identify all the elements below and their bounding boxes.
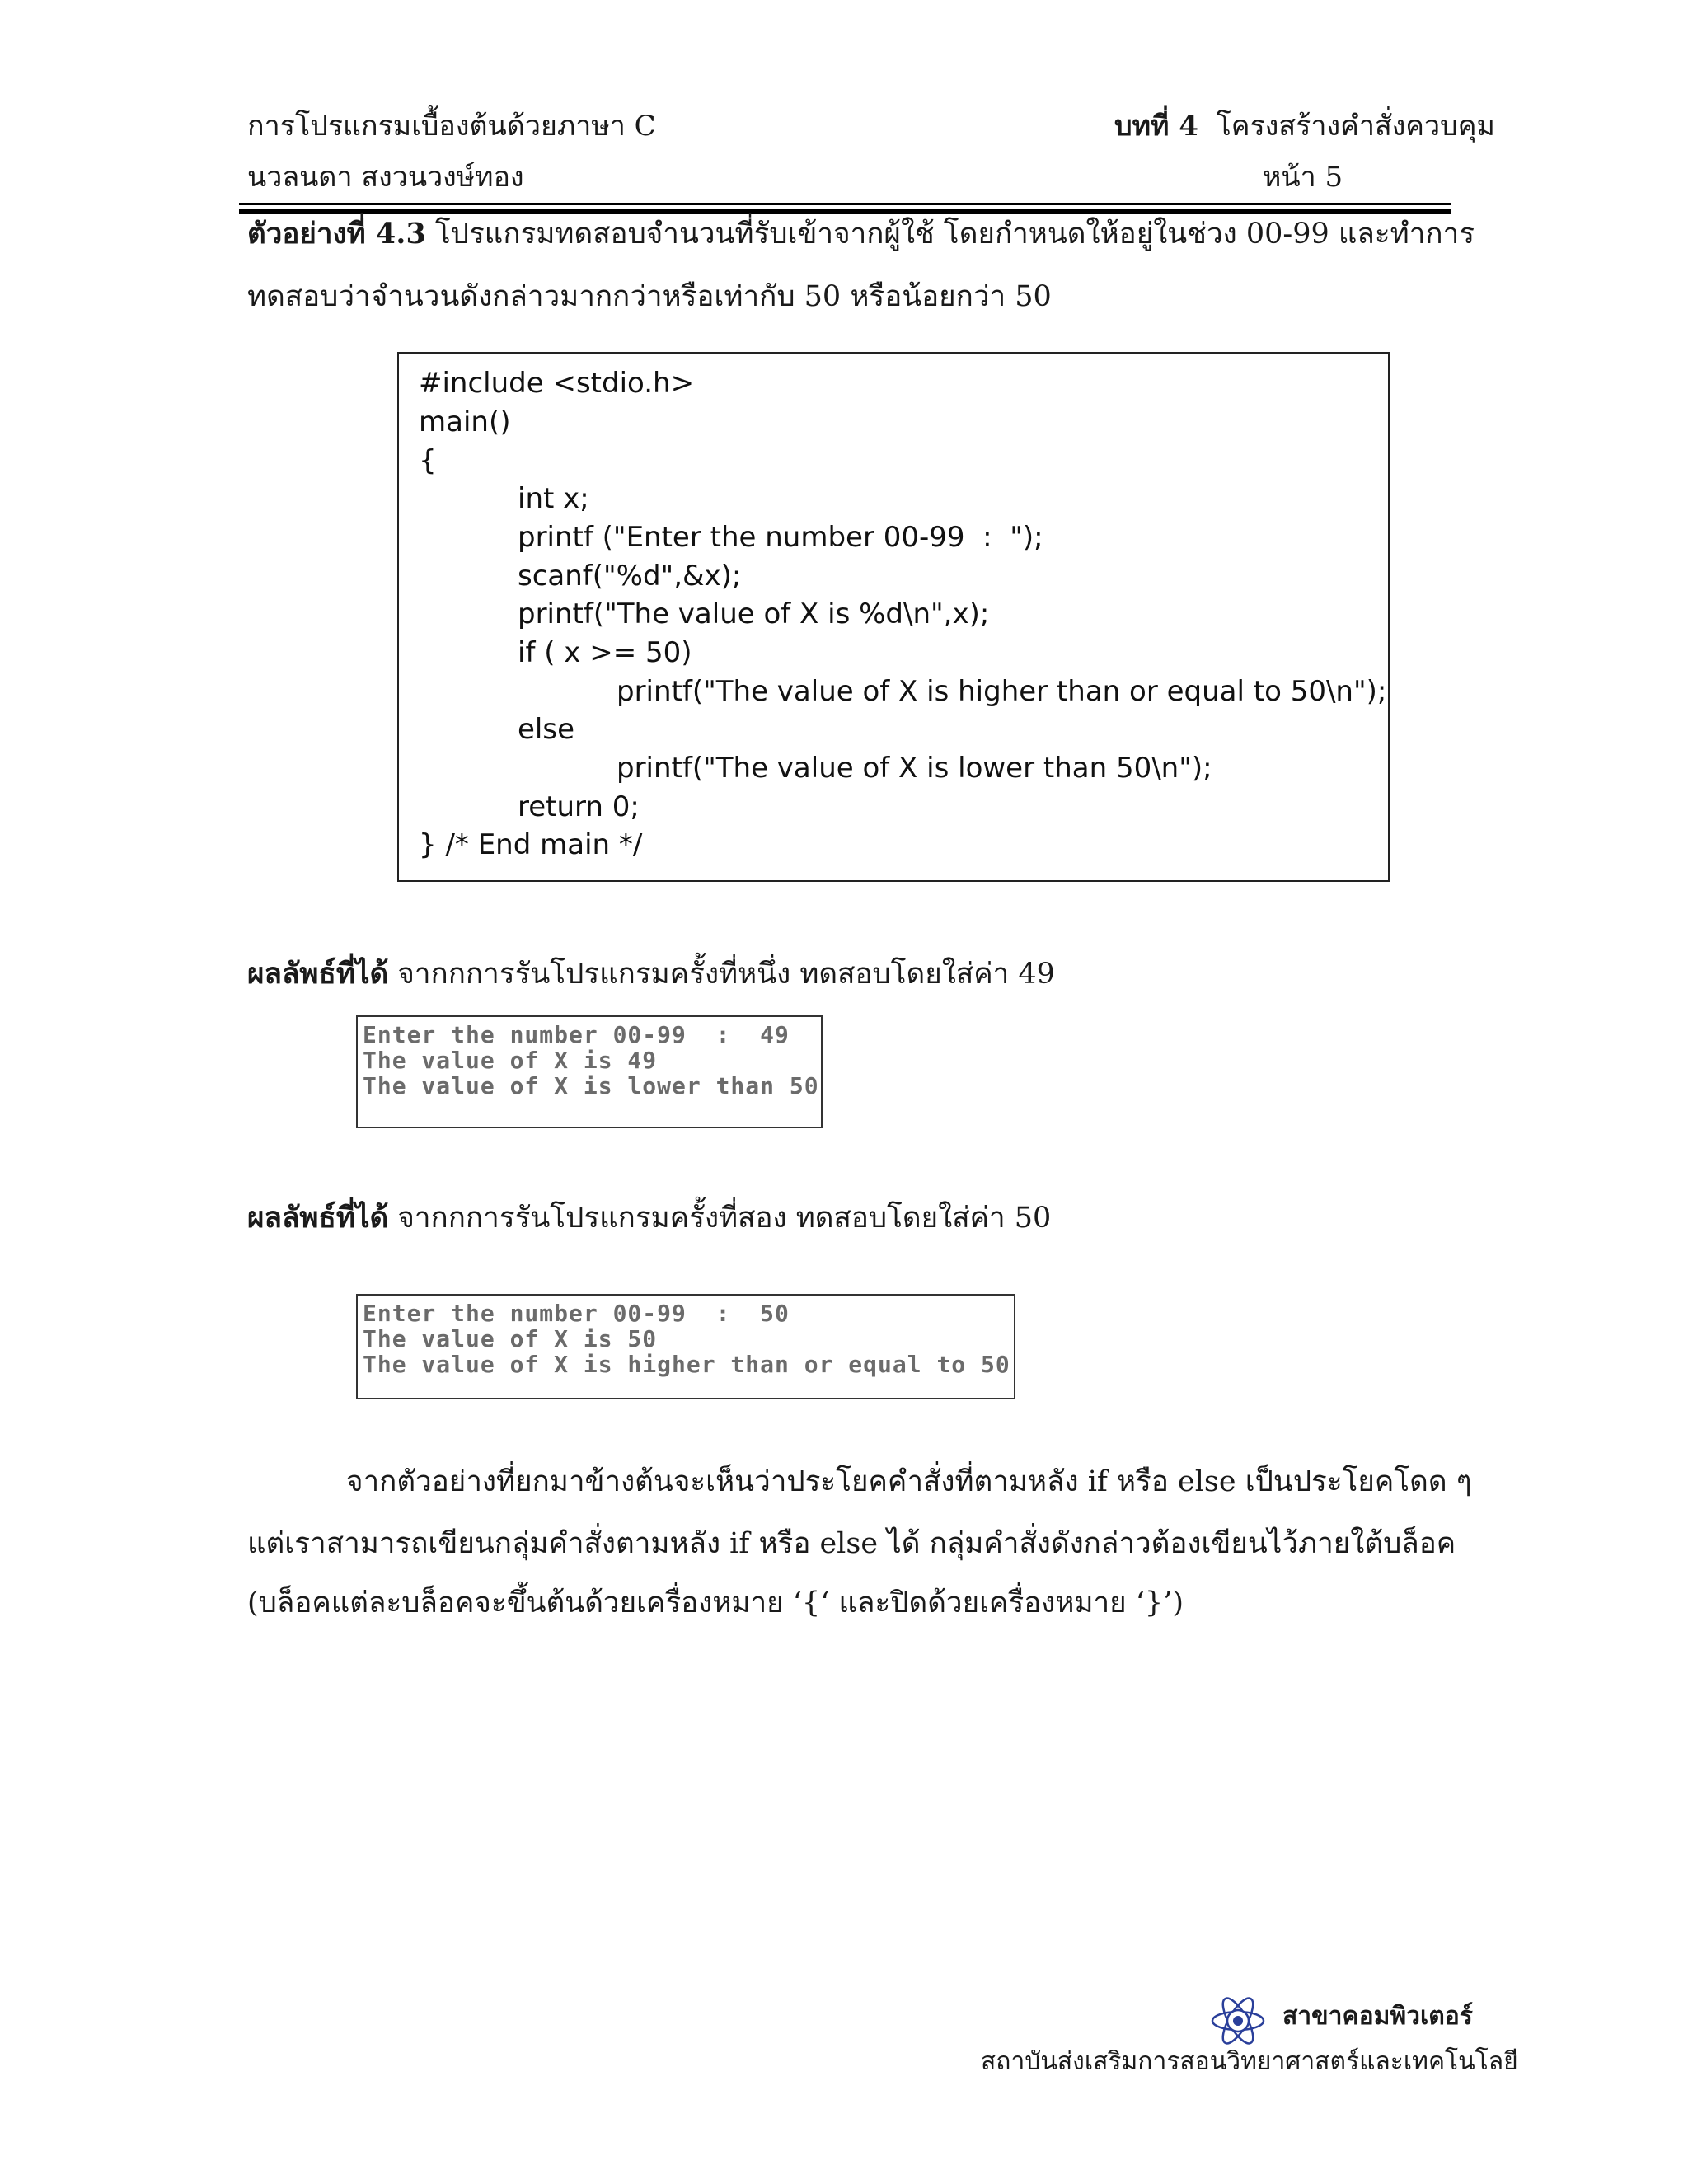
console-line: The value of X is 49 <box>363 1047 658 1074</box>
code-line: return 0; <box>518 790 640 823</box>
code-listing-box <box>397 352 1390 882</box>
author-name: นวลนดา สงวนวงษ์ทอง <box>247 161 524 194</box>
code-line: int x; <box>518 482 589 515</box>
console-line: The value of X is higher than or equal to 50 <box>363 1351 1010 1378</box>
footer-department: สาขาคอมพิวเตอร์ <box>1282 2002 1473 2031</box>
result-1-heading <box>247 956 1055 992</box>
paragraph-line-1: จากตัวอย่างที่ยกมาข้างต้นจะเห็นว่าประโยคคำสั่งที่ตามหลัง if หรือ else เป็นประโยคโดด ๆ <box>346 1465 1472 1498</box>
code-line: { <box>419 444 437 477</box>
header-rule-bottom <box>239 209 1451 214</box>
console-output-2 <box>356 1294 1015 1399</box>
console-line: Enter the number 00-99 : 49 <box>363 1021 790 1048</box>
console-line: The value of X is 50 <box>363 1325 658 1352</box>
result-2-heading <box>247 1200 1051 1236</box>
console-line: The value of X is lower than 50 <box>363 1072 819 1099</box>
code-line: else <box>518 713 574 746</box>
code-line: if ( x >= 50) <box>518 636 692 669</box>
chapter-heading <box>1114 110 1495 143</box>
code-line: } /* End main */ <box>419 828 643 861</box>
result-1-label: ผลลัพธ์ที่ได้ <box>247 957 389 991</box>
console-output-1 <box>356 1015 823 1128</box>
code-line: main() <box>419 405 511 438</box>
result-1-text: จากกการรันโปรแกรมครั้งที่หนึ่ง ทดสอบโดยใส่ค่า 49 <box>397 958 1055 991</box>
console-line: Enter the number 00-99 : 50 <box>363 1300 790 1327</box>
code-line: #include <stdio.h> <box>419 367 695 400</box>
footer-institute: สถาบันส่งเสริมการสอนวิทยาศาสตร์และเทคโนโลยี <box>981 2047 1518 2076</box>
paragraph-line-2: แต่เราสามารถเขียนกลุ่มคำสั่งตามหลัง if หรือ else ได้ กลุ่มคำสั่งดังกล่าวต้องเขียนไว้ภายใต้บล็อค <box>247 1527 1456 1560</box>
code-line: printf("The value of X is higher than or equal to 50\n"); <box>617 675 1387 708</box>
page-number: หน้า 5 <box>1263 161 1343 194</box>
code-line: printf("The value of X is lower than 50\n"); <box>617 752 1212 785</box>
result-2-label: ผลลัพธ์ที่ได้ <box>247 1201 389 1235</box>
code-line: printf ("Enter the number 00-99 : "); <box>518 521 1043 554</box>
example-text-1: โปรแกรมทดสอบจำนวนที่รับเข้าจากผู้ใช้ โดยกำหนดให้อยู่ในช่วง 00-99 และทำการ <box>434 218 1475 251</box>
example-line-1 <box>247 216 1475 252</box>
example-label: ตัวอย่างที่ 4.3 <box>247 217 426 251</box>
code-line: scanf("%d",&x); <box>518 560 742 593</box>
header-rule-top <box>239 203 1451 205</box>
book-title: การโปรแกรมเบื้องต้นด้วยภาษา C <box>247 110 656 143</box>
chapter-title: โครงสร้างคำสั่งควบคุม <box>1216 110 1495 143</box>
example-text-2: ทดสอบว่าจำนวนดังกล่าวมากกว่าหรือเท่ากับ 50 หรือน้อยกว่า 50 <box>247 280 1052 313</box>
ipst-atom-logo-icon <box>1210 1993 1266 2049</box>
result-2-text: จากกการรันโปรแกรมครั้งที่สอง ทดสอบโดยใส่ค่า 50 <box>397 1202 1052 1235</box>
code-line: printf("The value of X is %d\n",x); <box>518 598 990 630</box>
chapter-label: บทที่ 4 <box>1114 110 1198 143</box>
paragraph-line-3: (บล็อคแต่ละบล็อคจะขึ้นต้นด้วยเครื่องหมาย ‘{‘ และปิดด้วยเครื่องหมาย ‘}’) <box>247 1586 1184 1619</box>
